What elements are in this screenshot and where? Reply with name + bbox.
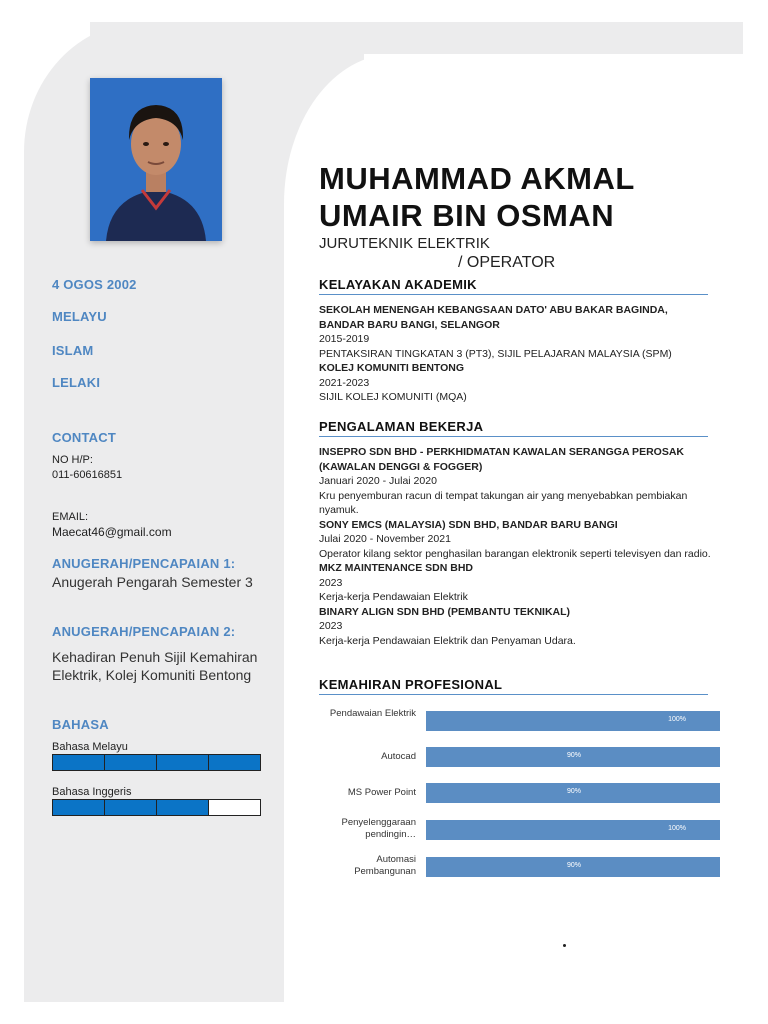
job-4-company: BINARY ALIGN SDN BHD (PEMBANTU TEKNIKAL) [319, 605, 571, 618]
skill-3-label: MS Power Point [347, 787, 416, 798]
top-banner [90, 22, 743, 54]
award-1-heading: ANUGERAH/PENCAPAIAN 1: [52, 556, 236, 571]
level-segment [157, 755, 209, 770]
school-name-line-2: BANDAR BARU BANGI, SELANGOR [319, 318, 500, 331]
skill-4-label: Penyelenggaraan pendingin… [341, 817, 416, 840]
skill-4-bar [426, 820, 720, 840]
bullet-dot [563, 944, 566, 947]
job-1-company: INSEPRO SDN BHD - PERKHIDMATAN KAWALAN SERANGGA PEROSAK (KAWALAN DENGGI & FOGGER) [319, 446, 684, 473]
name-line-2: UMAIR BIN OSMAN [319, 198, 615, 233]
level-segment [209, 800, 260, 815]
level-segment [105, 755, 157, 770]
award-2-heading: ANUGERAH/PENCAPAIAN 2: [52, 624, 236, 639]
level-segment [53, 800, 105, 815]
phone-number: 011-60616851 [52, 469, 123, 481]
job-3-company: MKZ MAINTENANCE SDN BHD [319, 562, 473, 574]
skill-1-label: Pendawaian Elektrik [329, 708, 416, 719]
name-line-1: MUHAMMAD AKMAL [319, 161, 635, 196]
level-segment [105, 800, 157, 815]
job-1-description: Kru penyemburan racun di tempat takungan air yang menyebabkan pembiakan nyamuk. [319, 489, 688, 516]
school-years: 2015-2019 [319, 333, 370, 345]
skill-2-value: 90% [567, 752, 582, 759]
experience-entry [319, 445, 714, 648]
job-1-period: Januari 2020 - Julai 2020 [319, 475, 437, 487]
profile-photo [90, 78, 222, 241]
job-title-line-2: / OPERATOR [458, 254, 556, 271]
level-segment [53, 755, 105, 770]
race: MELAYU [52, 309, 107, 324]
level-segment [209, 755, 260, 770]
job-2-period: Julai 2020 - November 2021 [319, 533, 451, 545]
contact-heading: CONTACT [52, 430, 116, 445]
email-address: Maecat46@gmail.com [52, 525, 172, 539]
religion: ISLAM [52, 343, 94, 358]
award-1-text: Anugerah Pengarah Semester 3 [52, 574, 253, 590]
job-2-description: Operator kilang sektor penghasilan barangan elektronik seperti televisyen dan radio. [319, 547, 711, 560]
skill-2-bar [426, 747, 720, 767]
skill-2-label: Autocad [381, 751, 416, 762]
skill-1-value: 100% [668, 716, 686, 723]
language-1-level-bar [52, 754, 261, 771]
job-3-description: Kerja-kerja Pendawaian Elektrik [319, 591, 468, 603]
college-certificate: SIJIL KOLEJ KOMUNITI (MQA) [319, 391, 467, 403]
skill-5-bar [426, 857, 720, 877]
school-certificate: PENTAKSIRAN TINGKATAN 3 (PT3), SIJIL PELAJARAN MALAYSIA (SPM) [319, 347, 672, 360]
job-3-period: 2023 [319, 576, 343, 589]
language-heading: BAHASA [52, 717, 109, 732]
education-entry [319, 303, 714, 405]
skill-5-value: 90% [567, 862, 582, 869]
college-name: KOLEJ KOMUNITI BENTONG [319, 362, 465, 374]
level-segment [157, 800, 209, 815]
full-name [319, 160, 635, 234]
phone-label: NO H/P: [52, 454, 93, 466]
skill-5-label: Automasi Pembangunan [354, 854, 416, 877]
skills-heading: KEMAHIRAN PROFESIONAL [319, 677, 708, 695]
college-years: 2021-2023 [319, 376, 370, 389]
award-2-text: Kehadiran Penuh Sijil Kemahiran Elektrik, Kolej Komuniti Bentong [52, 649, 258, 683]
language-1-name: Bahasa Melayu [52, 741, 128, 753]
language-2-name: Bahasa Inggeris [52, 786, 132, 798]
skill-1-bar [426, 711, 720, 731]
job-4-period: 2023 [319, 620, 343, 632]
skill-4-value: 100% [668, 825, 686, 832]
job-4-description: Kerja-kerja Pendawaian Elektrik dan Penyaman Udara. [319, 634, 576, 647]
gender: LELAKI [52, 375, 101, 390]
email-label: EMAIL: [52, 511, 89, 523]
education-heading: KELAYAKAN AKADEMIK [319, 277, 708, 295]
skill-3-bar [426, 783, 720, 803]
skill-3-value: 90% [567, 788, 582, 795]
date-of-birth: 4 OGOS 2002 [52, 277, 137, 292]
job-2-company: SONY EMCS (MALAYSIA) SDN BHD, BANDAR BARU BANGI [319, 518, 618, 531]
school-name-line-1: SEKOLAH MENENGAH KEBANGSAAN DATO' ABU BAKAR BAGINDA, [319, 304, 668, 316]
job-title-line-1: JURUTEKNIK ELEKTRIK [319, 235, 490, 252]
experience-heading: PENGALAMAN BEKERJA [319, 419, 708, 437]
language-2-level-bar [52, 799, 261, 816]
person-portrait-icon [90, 78, 222, 241]
